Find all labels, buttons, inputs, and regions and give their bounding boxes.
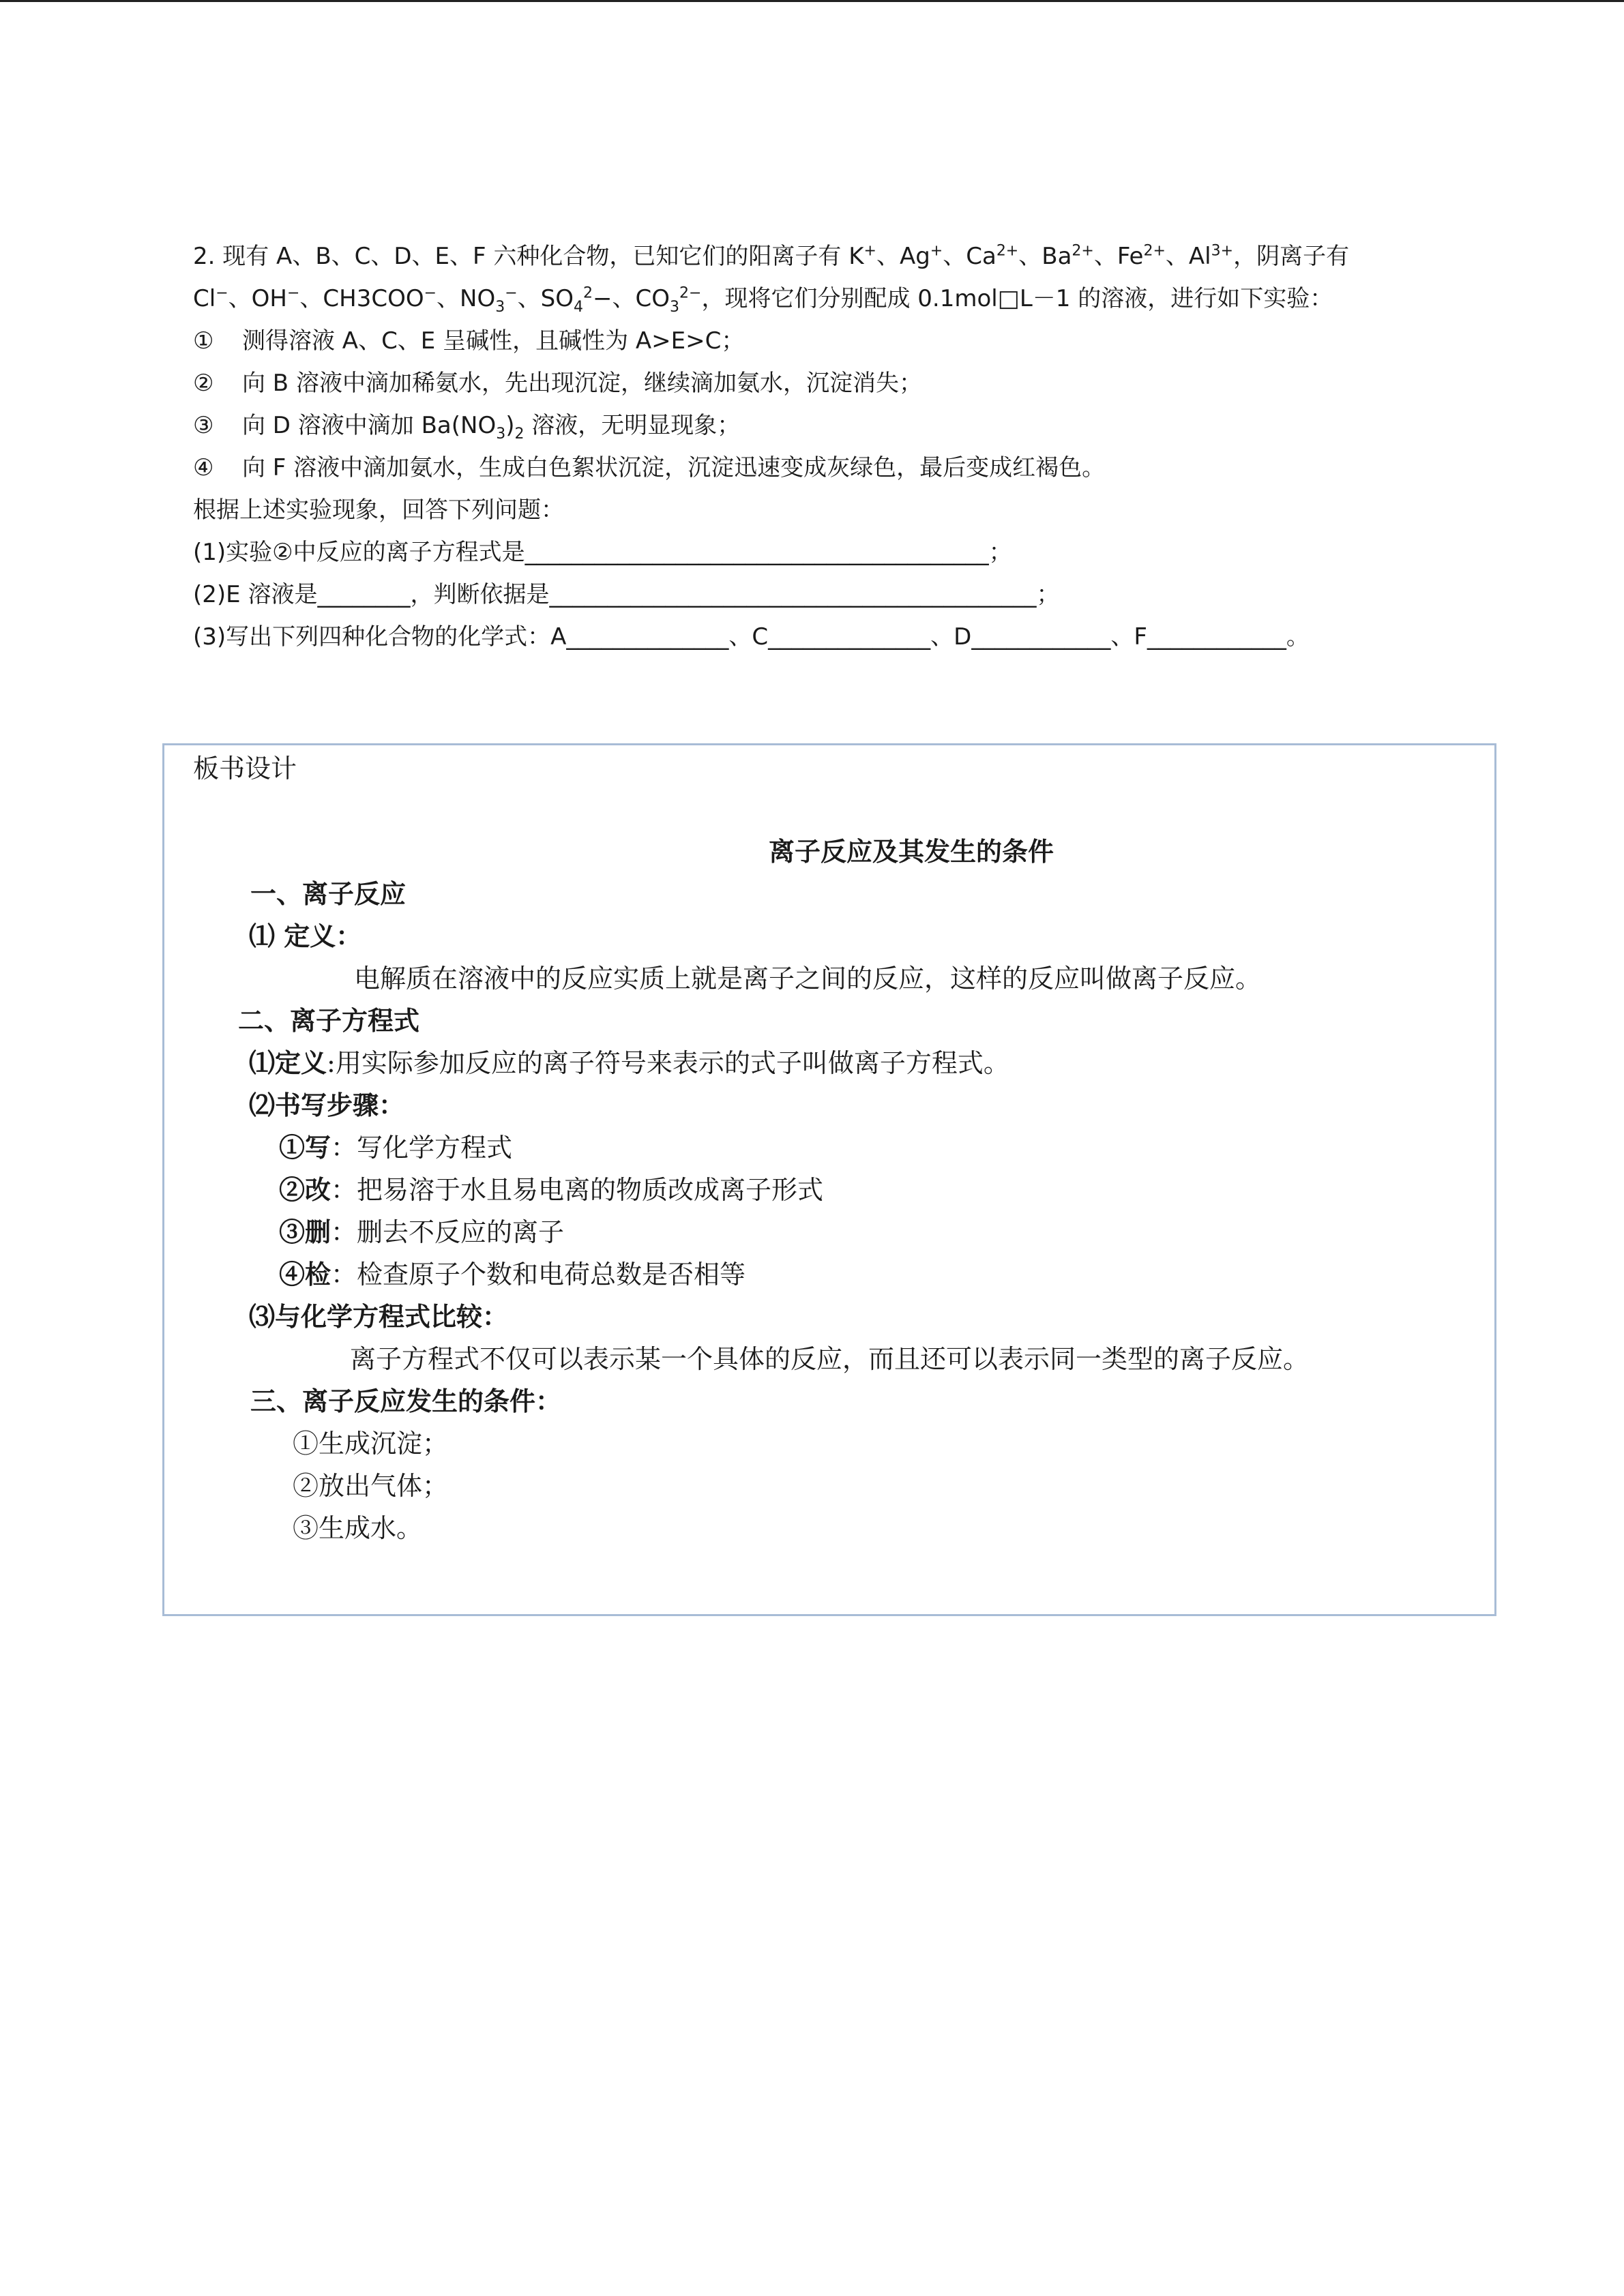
section-2-compare-text: 离子方程式不仅可以表示某一个具体的反应，而且还可以表示同一类型的离子反应。 <box>350 1344 1310 1374</box>
condition-item-1: ①生成沉淀； <box>293 1429 449 1459</box>
question-prompt: 根据上述实验现象，回答下列问题： <box>193 496 564 524</box>
writing-step-4: ④检：检查原子个数和电荷总数是否相等 <box>279 1259 746 1289</box>
question-intro-line-2: Cl−、OH−、CH3COO−、$NO_3^-$、$SO_4^2-$、$CO_3^{2-}$，现将它们分别配成 0.1mol□L－1 的溶液，进行如下实验： <box>193 284 1333 316</box>
section-2-definition: ⑴定义:用实际参加反应的离子符号来表示的式子叫做离子方程式。 <box>249 1047 1009 1078</box>
blackboard-design-box <box>162 743 1496 1616</box>
board-title: 离子反应及其发生的条件 <box>768 836 1054 867</box>
section-3-heading: 三、离子反应发生的条件： <box>250 1386 562 1416</box>
experiment-step-2: ② 向 B 溶液中滴加稀氨水，先出现沉淀，继续滴加氨水，沉淀消失； <box>193 370 922 397</box>
experiment-step-1: ① 测得溶液 A、C、E 呈碱性，且碱性为 A>E>C； <box>193 327 745 355</box>
section-2-steps-label: ⑵书写步骤： <box>249 1090 405 1120</box>
writing-step-1: ①写：写化学方程式 <box>279 1132 513 1163</box>
sub-question-1: (1)实验②中反应的离子方程式是________________________________________； <box>193 539 1012 566</box>
condition-item-2: ②放出气体； <box>293 1471 449 1501</box>
experiment-step-4: ④ 向 F 溶液中滴加氨水，生成白色絮状沉淀，沉淀迅速变成灰绿色，最后变成红褐色。 <box>193 454 1106 481</box>
question-2 <box>193 235 1448 658</box>
section-2-compare-label: ⑶与化学方程式比较： <box>249 1301 509 1332</box>
page-top-border <box>0 0 1624 2</box>
section-2-heading: 二、离子方程式 <box>238 1005 420 1036</box>
writing-step-2: ②改：把易溶于水且易电离的物质改成离子形式 <box>279 1174 824 1205</box>
section-1-definition-label: ⑴ 定义： <box>249 921 362 951</box>
sub-question-2: (2)E 溶液是________，判断依据是__________________________________________； <box>193 581 1060 608</box>
experiment-step-3: ③ 向 D 溶液中滴加 $Ba(NO_3)_2$ 溶液，无明显现象； <box>193 412 741 443</box>
section-1-definition-text: 电解质在溶液中的反应实质上就是离子之间的反应，这样的反应叫做离子反应。 <box>354 964 1262 994</box>
condition-item-3: ③生成水。 <box>293 1513 423 1543</box>
board-label: 板书设计 <box>193 754 297 784</box>
section-1-heading: 一、离子反应 <box>250 878 407 909</box>
question-intro-line-1: 2. 现有 A、B、C、D、E、F 六种化合物，已知它们的阳离子有 K+、Ag+、$Ca^{2+}$、$Ba^{2+}$、$Fe^{2+}$、$Al^{3+}$，阴离子有 <box>193 242 1350 270</box>
writing-step-3: ③删：删去不反应的离子 <box>279 1217 565 1247</box>
sub-question-3: (3)写出下列四种化合物的化学式：A______________、C______________、D____________、F____________。 <box>193 623 1310 651</box>
